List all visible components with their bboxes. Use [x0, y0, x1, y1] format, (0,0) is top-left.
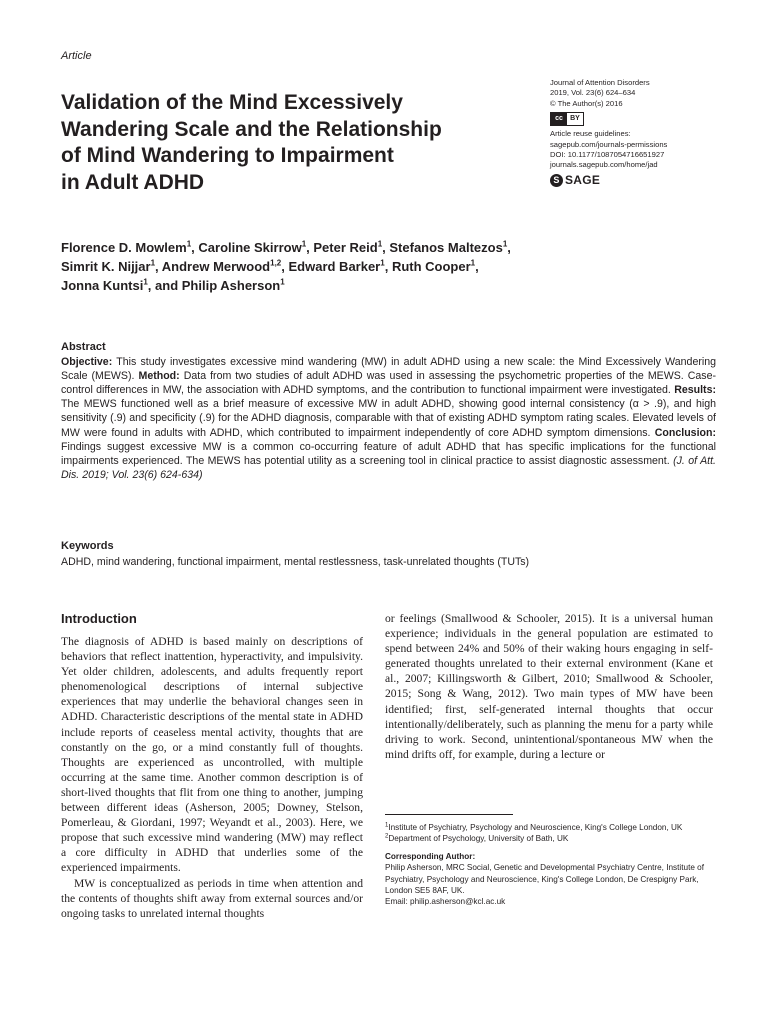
title-line: Wandering Scale and the Relationship	[61, 117, 442, 141]
results-text: The MEWS functioned well as a brief measure of excessive MW in adult ADHD, showing good internal consistency (α > .9), and high sensitivity (.9) and specificity (.9) for the ADHD diagnosis, comparable with that of existing ADHD symptom rating scales. Elevated levels of MW were found in adults with ADHD, which contributed to impairment independently of core ADHD symptom dimensions.	[61, 398, 716, 439]
author-affiliation: 1	[150, 258, 156, 268]
title-line: of Mind Wandering to Impairment	[61, 144, 394, 167]
author-name: Caroline Skirrow	[198, 240, 302, 255]
keywords-heading: Keywords	[61, 540, 114, 552]
author-affiliation: 1	[301, 239, 307, 249]
title-line: in Adult ADHD	[61, 170, 205, 194]
body-paragraph: MW is conceptualized as periods in time when attention and the contents of thoughts shift away from external sources and/or ongoing tasks to unrelated internal thoughts	[61, 876, 363, 920]
abstract-heading: Abstract	[61, 341, 106, 353]
body-column-left	[61, 634, 363, 921]
keywords-section	[61, 539, 716, 569]
journal-info	[550, 78, 740, 187]
keywords-text: ADHD, mind wandering, functional impairment, mental restlessness, task-unrelated thoughts (TUTs)	[61, 556, 530, 569]
affiliation-note: $^2$Department of Psychology, University of Bath, UK	[385, 833, 569, 844]
sage-mark-icon: S	[550, 174, 563, 187]
journal-volume: 2019, Vol. 23(6) 624–634	[550, 88, 636, 98]
author-name: Jonna Kuntsi	[61, 278, 144, 293]
reuse-guidelines-label: Article reuse guidelines:	[550, 129, 631, 139]
author-affiliation: 1	[470, 258, 476, 268]
cc-by-label: BY	[570, 115, 580, 123]
title-line: Validation of the Mind Excessively	[61, 91, 403, 114]
corresponding-author-heading: Corresponding Author:	[385, 851, 476, 861]
author-name: Peter Reid	[313, 240, 378, 255]
author-name: Florence D. Mowlem	[61, 240, 187, 255]
conclusion-text: Findings suggest excessive MW is a common co-occurring feature of adult ADHD that has specific implications for the functional impairments experienced. The MEWS has potential utility as a screening tool in clinical practice to assist diagnostic assessment.	[61, 440, 716, 467]
abstract-body	[61, 355, 716, 482]
body-paragraph: or feelings (Smallwood & Schooler, 2015). It is a universal human experience; individuals in the general population are estimated to spend between 24% and 50% of their waking hours engaging in self-generated thoughts unrelated to their external environment (Kane et al., 2007; Killingsworth & Gilbert, 2010; Smallwood & Schooler, 2015; Song & Wang, 2012). Two main types of MW have been identified; first, self-generated internal thoughts that occur intentionally/deliberately, such as planning the menu for a party while driving to work. Second, unintentional/spontaneous MW when the mind drifts off, for example, during a lecture or	[385, 612, 713, 761]
author-name: Stefanos Maltezos	[389, 240, 503, 255]
reuse-guidelines-link[interactable]: sagepub.com/journals-permissions	[550, 139, 668, 149]
author-name: Edward Barker	[288, 259, 381, 274]
affiliation-note: $^1$Institute of Psychiatry, Psychology and Neuroscience, King's College London, UK	[385, 822, 683, 832]
footnotes	[385, 822, 715, 908]
sage-wordmark: SAGE	[565, 173, 601, 188]
author-list: Florence D. Mowlem$^1$, Caroline Skirrow$^1$, Peter Reid$^1$, Stefanos Maltezos$^1$, Simrit K. Nijjar$^1$, Andrew Merwood$^{1,2}$, Edward Barker$^1$, Ruth Cooper$^1$, Jonna Kuntsi$^1$, and Philip Asherson$^1$	[61, 239, 511, 293]
doi-link[interactable]: DOI: 10.1177/1087054716651927	[550, 150, 665, 160]
author-affiliation: 1	[280, 277, 285, 287]
results-label: Results:	[674, 384, 716, 397]
abstract-section	[61, 340, 716, 482]
method-text: Data from two studies of adult ADHD was used in assessing the psychometric properties of the MEWS. Case-control differences in MW, the association with ADHD symptoms, and the contribution to functional impairment were investigated.	[61, 370, 716, 397]
objective-label: Objective:	[61, 356, 113, 369]
body-column-right	[385, 611, 713, 762]
sage-logo	[550, 174, 740, 187]
author-affiliation: 1	[377, 239, 383, 249]
author-affiliation: 1,2	[270, 258, 282, 268]
method-label: Method:	[138, 370, 180, 383]
journal-copyright: © The Author(s) 2016	[550, 98, 623, 108]
author-name: Ruth Cooper	[391, 259, 471, 274]
creative-commons-icon[interactable]	[550, 112, 584, 126]
corresponding-author-address: Philip Asherson, MRC Social, Genetic and Developmental Psychiatry Centre, Institute of Psychiatry, Psychology and Neuroscience, King's College London, De Crespigny Park, London SE5 8AF, UK.	[385, 863, 705, 896]
article-type-label: Article	[61, 50, 92, 62]
abstract-citation: (J. of Att. Dis. 2019; Vol. 23(6) 624-634)	[61, 454, 716, 481]
cc-logo: cc	[551, 113, 567, 125]
objective-text: This study investigates excessive mind wandering (MW) in adult ADHD using a new scale: the Mind Excessively Wandering Scale (MEWS).	[61, 356, 716, 383]
journal-url-link[interactable]: journals.sagepub.com/home/jad	[550, 160, 658, 170]
author-affiliation: 1	[380, 258, 385, 268]
author-name: Andrew Merwood	[161, 259, 271, 274]
author-affiliation: 1	[186, 239, 192, 249]
author-name: Simrit K. Nijjar	[61, 259, 151, 274]
author-affiliation: 1	[502, 239, 508, 249]
introduction-heading: Introduction	[61, 611, 137, 626]
author-affiliation: 1	[143, 277, 148, 287]
conclusion-label: Conclusion:	[654, 426, 716, 439]
article-title	[61, 90, 481, 196]
corresponding-author-email[interactable]: Email: philip.asherson@kcl.ac.uk	[385, 897, 506, 907]
journal-name: Journal of Attention Disorders	[550, 78, 650, 87]
body-paragraph: The diagnosis of ADHD is based mainly on descriptions of behaviors that reflect inattention, hyperactivity, and impulsivity. Yet older children, adolescents, and adults frequently report phenomenological descriptions of internal subjective experiences that may underlie the behavioral changes seen in ADHD. Characteristic descriptions of the mental state in ADHD include reports of ceaseless mental activity, thoughts that are constantly on the go, or a mind constantly full of thoughts. Thoughts are experienced as uncontrolled, with multiple occurring at the same time. Another common description is of short-lived thoughts that flit from one thing to another, jumping between different ideas (Asherson, 2005; Downey, Stelson, Pomerleau, & Giordani, 1997; Weyandt et al., 2003). Here, we propose that such excessive mind wandering (MW) may reflect a core difficulty in ADHD that underlies some of the experienced impairments.	[61, 635, 363, 875]
author-name: Philip Asherson	[181, 278, 281, 293]
footnote-divider	[385, 814, 513, 815]
